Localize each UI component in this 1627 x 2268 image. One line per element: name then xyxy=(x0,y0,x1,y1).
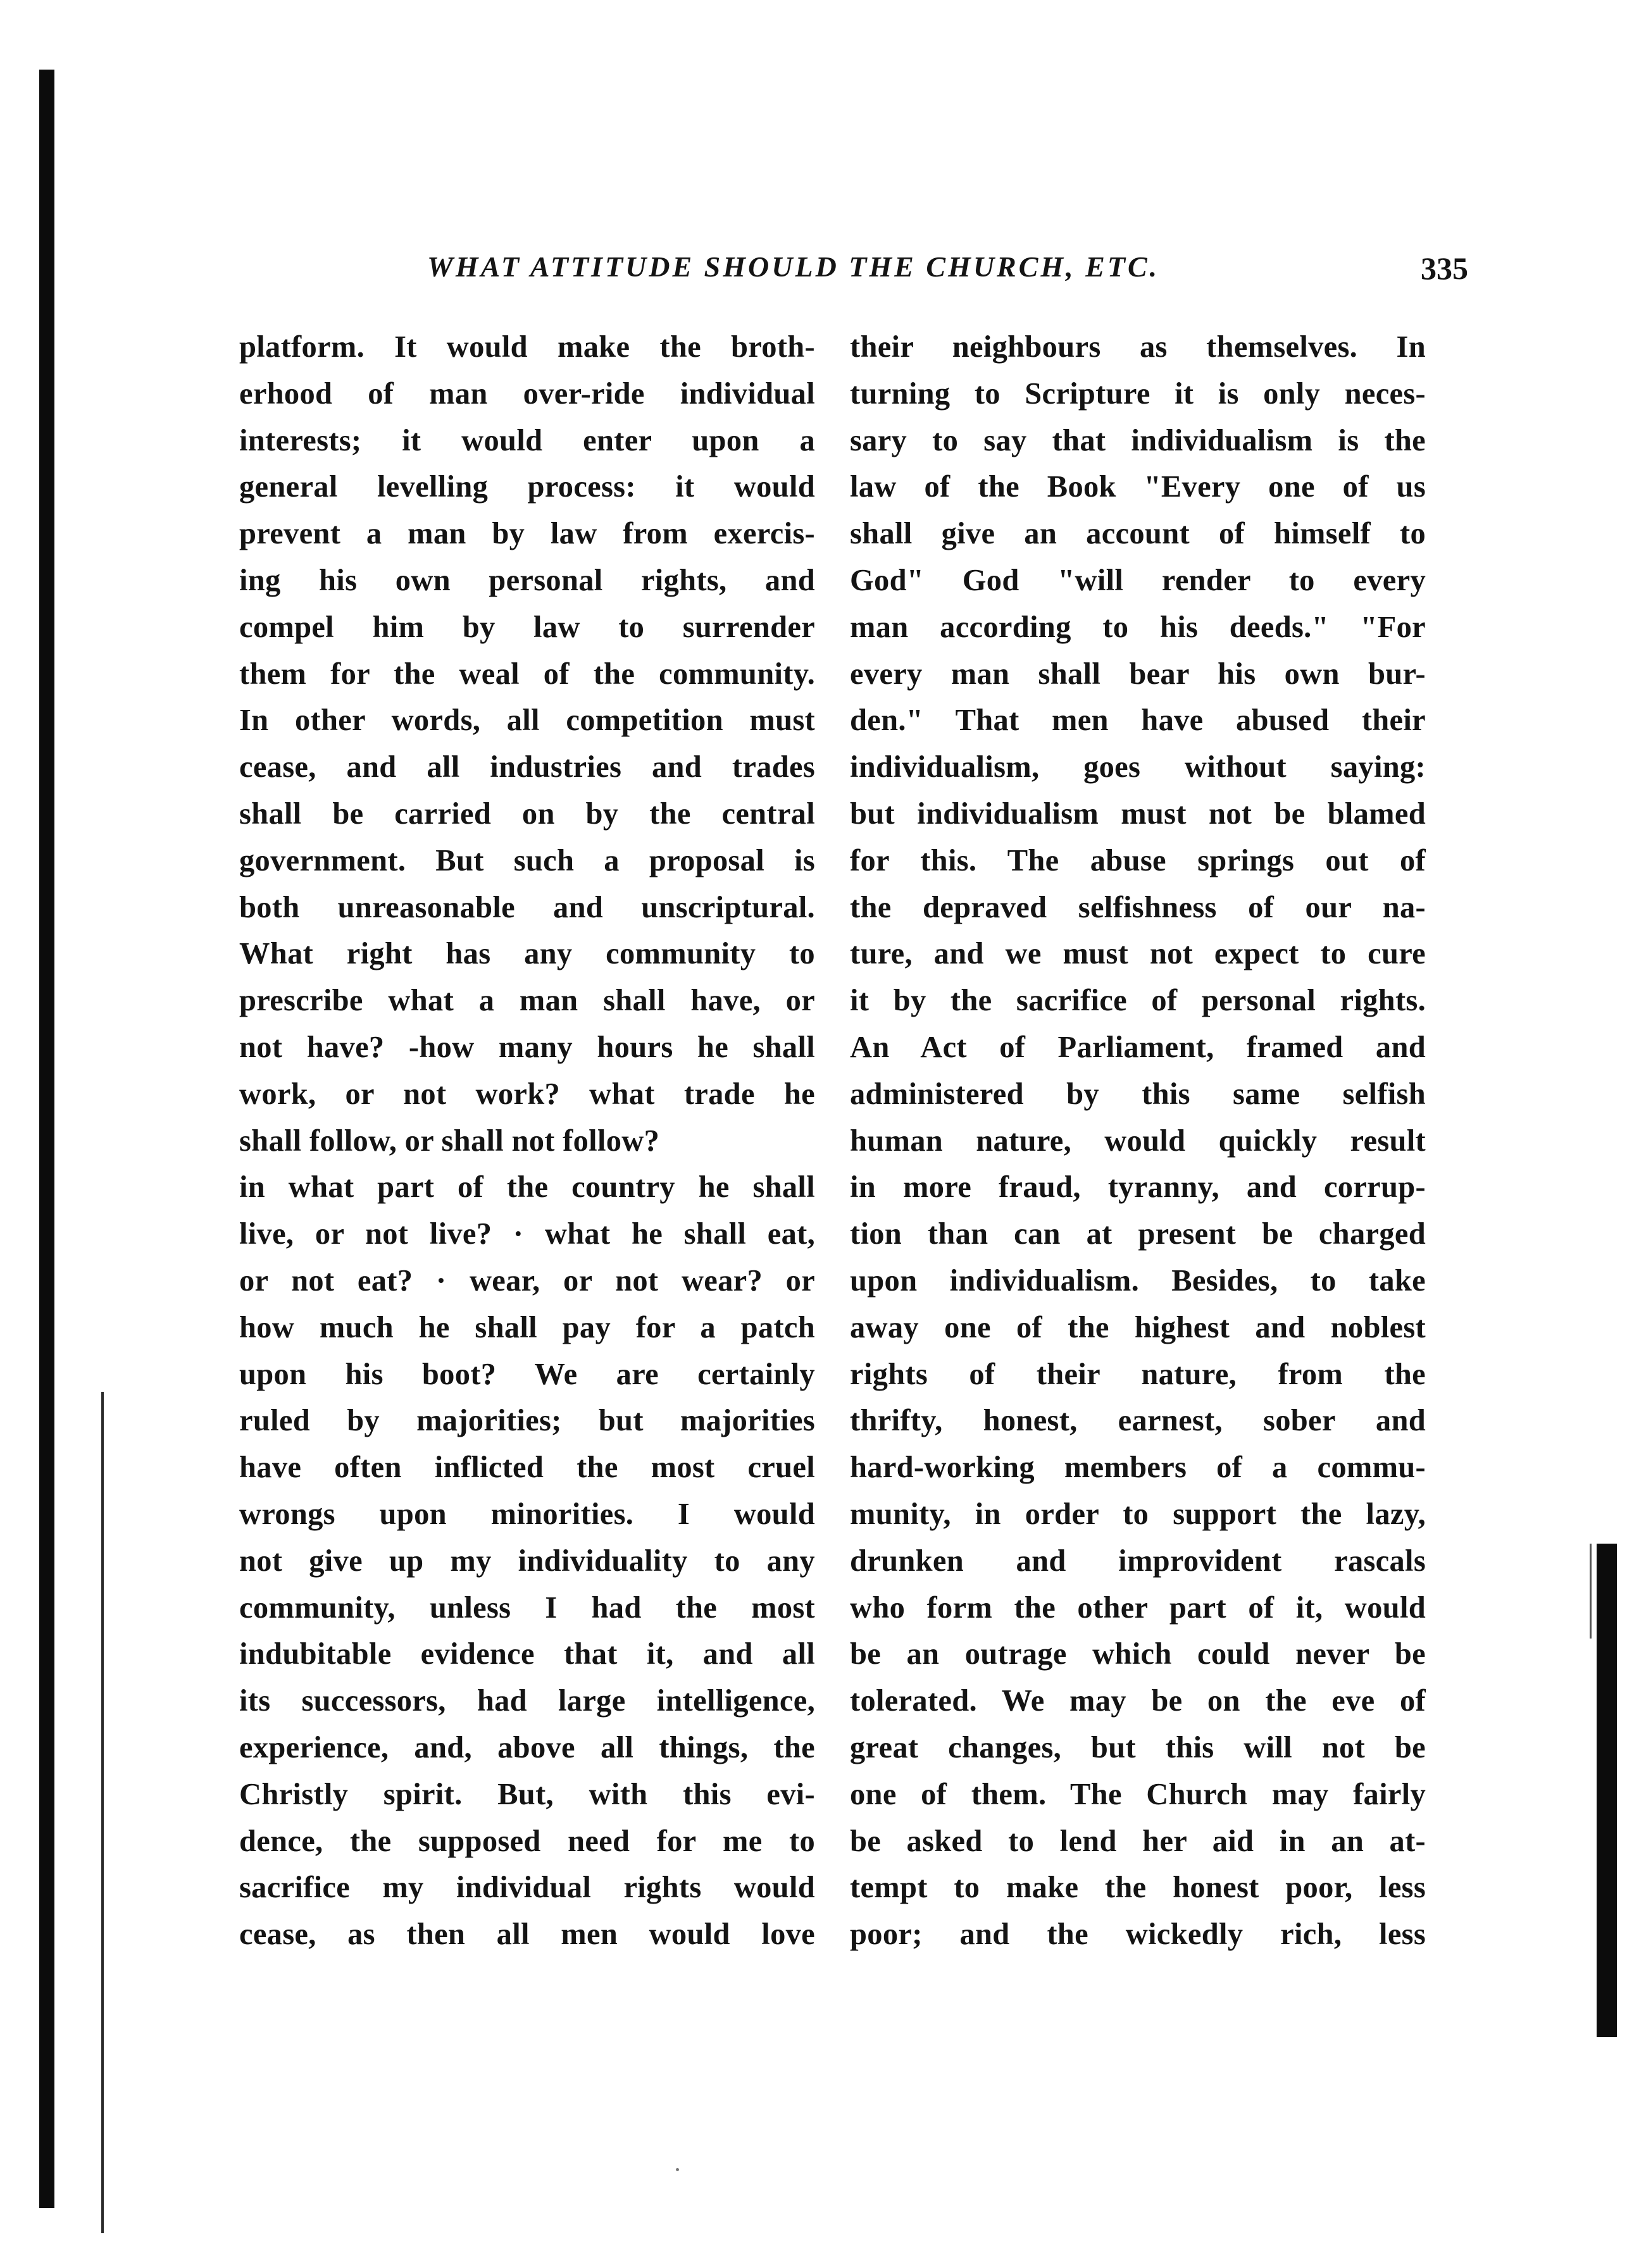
text-line: ing his own personal rights, and xyxy=(239,563,815,597)
text-line: law of the Book "Every one of us xyxy=(850,470,1426,504)
text-line: tempt to make the honest poor, less xyxy=(850,1871,1426,1905)
text-line: rights of their nature, from the xyxy=(850,1357,1426,1391)
page-header xyxy=(228,250,1468,301)
scan-edge-right-thin xyxy=(1590,1544,1592,1639)
text-line: them for the weal of the community. xyxy=(239,657,815,691)
text-line: government. But such a proposal is xyxy=(239,843,815,877)
text-line: sary to say that individualism is the xyxy=(850,423,1426,457)
text-line: upon individualism. Besides, to take xyxy=(850,1263,1426,1298)
text-line: prevent a man by law from exercis- xyxy=(239,517,815,551)
text-line: In other words, all competition must xyxy=(239,703,815,738)
text-line: for this. The abuse springs out of xyxy=(850,843,1426,877)
text-line: What right has any community to xyxy=(239,937,815,971)
text-line: have often inflicted the most cruel xyxy=(239,1451,815,1485)
scan-edge-right xyxy=(1597,1544,1617,2037)
text-line: interests; it would enter upon a xyxy=(239,423,815,457)
text-line: every man shall bear his own bur- xyxy=(850,657,1426,691)
text-line: individualism, goes without saying: xyxy=(850,750,1426,784)
text-line: indubitable evidence that it, and all xyxy=(239,1637,815,1671)
left-column xyxy=(239,324,815,1958)
text-line: An Act of Parliament, framed and xyxy=(850,1030,1426,1064)
text-line: hard-working members of a commu- xyxy=(850,1451,1426,1485)
text-line: prescribe what a man shall have, or xyxy=(239,984,815,1018)
text-line: ture, and we must not expect to cure xyxy=(850,937,1426,971)
text-line: God" God "will render to every xyxy=(850,563,1426,597)
text-line: it by the sacrifice of personal rights. xyxy=(850,984,1426,1018)
text-line: poor; and the wickedly rich, less xyxy=(850,1918,1426,1952)
text-line: experience, and, above all things, the xyxy=(239,1730,815,1764)
running-title: WHAT ATTITUDE SHOULD THE CHURCH, ETC. xyxy=(427,251,1160,283)
text-line: cease, as then all men would love xyxy=(239,1918,815,1952)
text-line: be an outrage which could never be xyxy=(850,1637,1426,1671)
text-line: who form the other part of it, would xyxy=(850,1590,1426,1625)
text-line: not give up my individuality to any xyxy=(239,1544,815,1578)
scan-speck xyxy=(676,2168,679,2171)
text-line: thrifty, honest, earnest, sober and xyxy=(850,1404,1426,1438)
text-line: how much he shall pay for a patch xyxy=(239,1310,815,1344)
text-line: one of them. The Church may fairly xyxy=(850,1777,1426,1811)
text-line: shall follow, or shall not follow? xyxy=(239,1124,660,1158)
scan-edge-left-fade xyxy=(101,1392,104,2233)
text-line: tolerated. We may be on the eve of xyxy=(850,1684,1426,1718)
text-line: in more fraud, tyranny, and corrup- xyxy=(850,1170,1426,1205)
text-line: platform. It would make the broth- xyxy=(239,330,815,364)
text-line: shall be carried on by the central xyxy=(239,796,815,831)
text-line: work, or not work? what trade he xyxy=(239,1077,815,1111)
text-line: the depraved selfishness of our na- xyxy=(850,890,1426,924)
text-line: cease, and all industries and trades xyxy=(239,750,815,784)
text-line: tion than can at present be charged xyxy=(850,1217,1426,1251)
text-line: community, unless I had the most xyxy=(239,1590,815,1625)
text-line: ruled by majorities; but majorities xyxy=(239,1404,815,1438)
page-number: 335 xyxy=(1421,251,1468,286)
text-line: administered by this same selfish xyxy=(850,1077,1426,1111)
text-line: Christly spirit. But, with this evi- xyxy=(239,1777,815,1811)
text-line: turning to Scripture it is only neces- xyxy=(850,376,1426,411)
text-line: be asked to lend her aid in an at- xyxy=(850,1824,1426,1858)
text-line: den." That men have abused their xyxy=(850,703,1426,738)
text-line: their neighbours as themselves. In xyxy=(850,330,1426,364)
text-line: its successors, had large intelligence, xyxy=(239,1684,815,1718)
text-line: but individualism must not be blamed xyxy=(850,796,1426,831)
text-line: human nature, would quickly result xyxy=(850,1124,1426,1158)
text-line: both unreasonable and unscriptural. xyxy=(239,890,815,924)
text-line: great changes, but this will not be xyxy=(850,1730,1426,1764)
text-line: live, or not live? · what he shall eat, xyxy=(239,1217,815,1251)
text-line: in what part of the country he shall xyxy=(239,1170,815,1205)
scan-edge-left xyxy=(39,70,54,2208)
text-line: or not eat? · wear, or not wear? or xyxy=(239,1263,815,1298)
text-line: not have? -how many hours he shall xyxy=(239,1030,815,1064)
text-line: upon his boot? We are certainly xyxy=(239,1357,815,1391)
text-line: dence, the supposed need for me to xyxy=(239,1824,815,1858)
text-line: erhood of man over-ride individual xyxy=(239,376,815,411)
text-line: sacrifice my individual rights would xyxy=(239,1871,815,1905)
text-line: compel him by law to surrender xyxy=(239,610,815,644)
text-line: general levelling process: it would xyxy=(239,470,815,504)
text-line: wrongs upon minorities. I would xyxy=(239,1497,815,1531)
text-line: munity, in order to support the lazy, xyxy=(850,1497,1426,1531)
right-column xyxy=(850,324,1426,1958)
text-line: away one of the highest and noblest xyxy=(850,1310,1426,1344)
text-line: man according to his deeds." "For xyxy=(850,610,1426,644)
text-line: shall give an account of himself to xyxy=(850,517,1426,551)
text-line: drunken and improvident rascals xyxy=(850,1544,1426,1578)
